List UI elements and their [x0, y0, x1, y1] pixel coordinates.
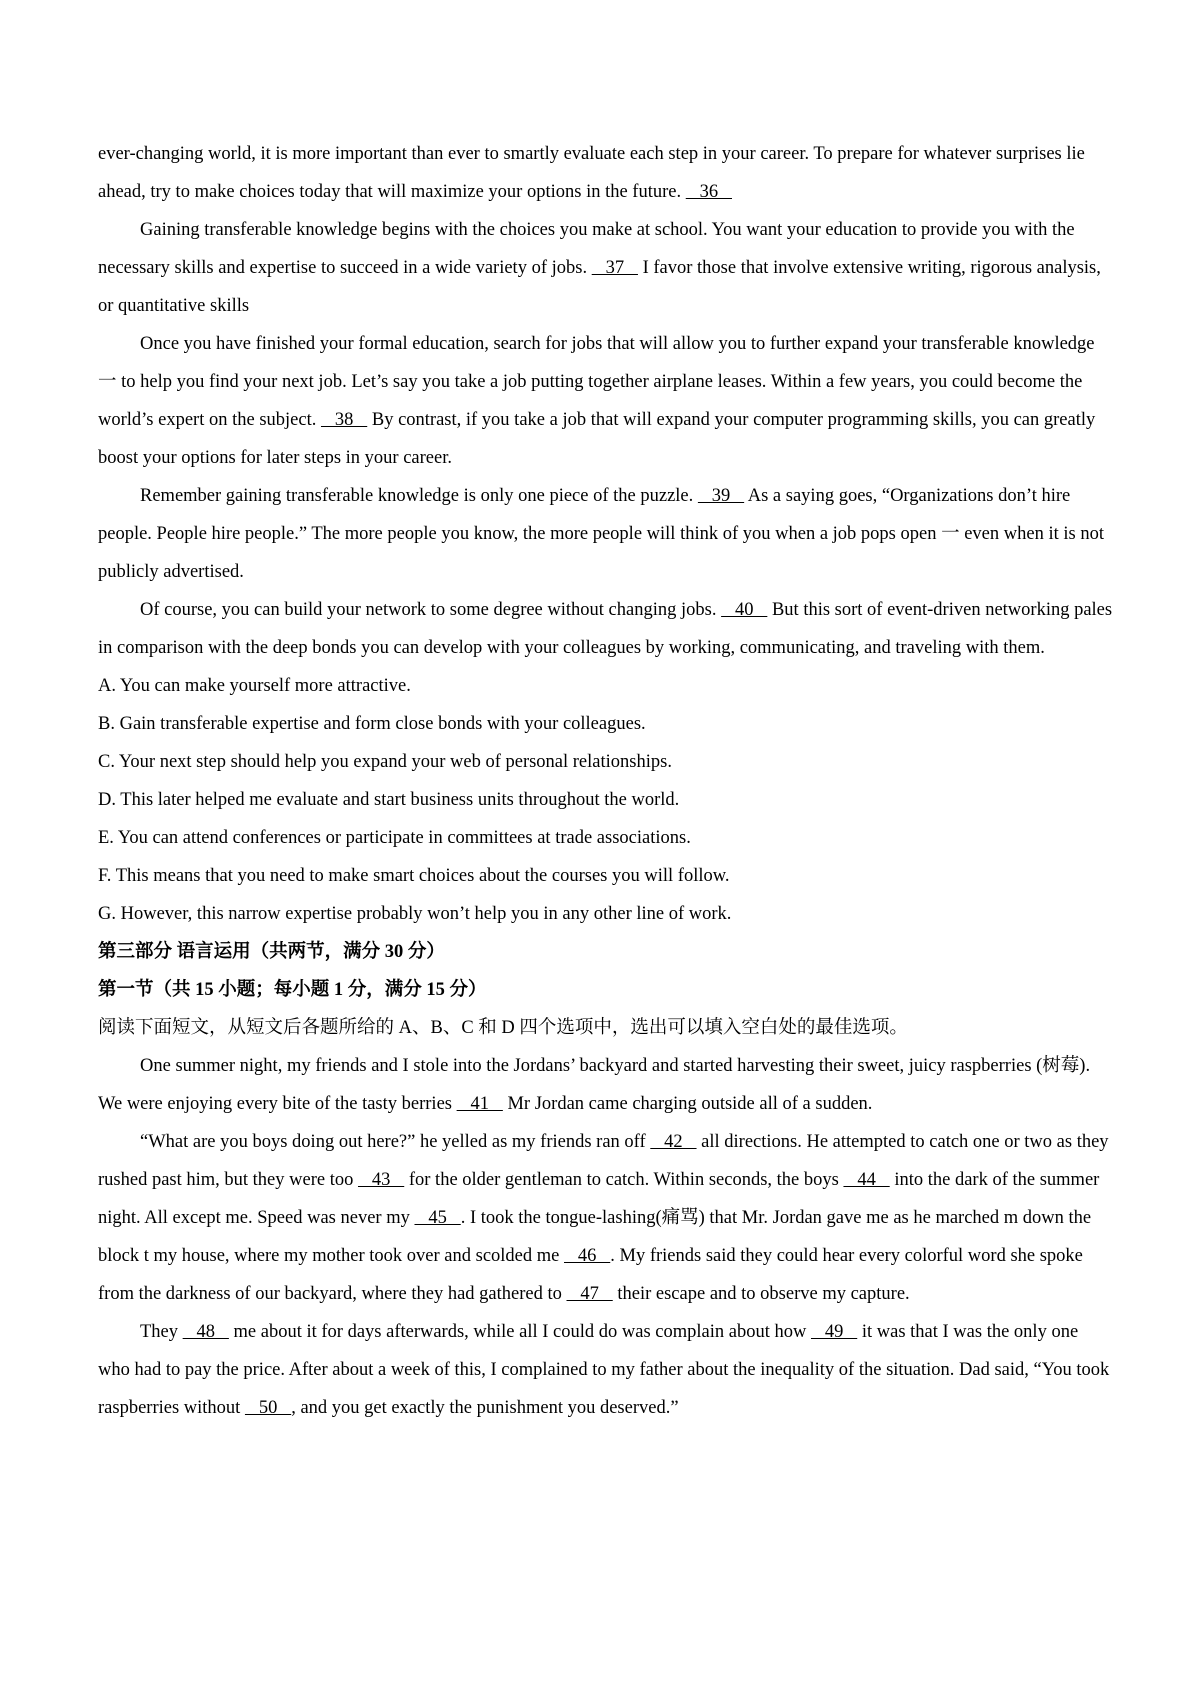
paragraph-text: for the older gentleman to catch. Within seconds, the boys: [404, 1170, 844, 1190]
answer-blank: 38: [320, 410, 368, 430]
answer-blank: 47: [566, 1284, 613, 1304]
paragraph-text: One summer night, my friends and I stole into the Jordans’ backyard and started harvesting their sweet, juicy raspberries (树莓). We were enjoying every bite of the tasty berries: [98, 1056, 1091, 1114]
passage1-paragraph-1: [98, 135, 1114, 211]
paragraph-text: As a saying goes, “Organizations don’t hire people. People hire people.” The more people you know, the more people will think of you when a job pops open 一 even when it is not publicly advertised.: [98, 486, 1104, 582]
passage2-paragraph-1: [98, 1047, 1114, 1123]
answer-blank: 48: [182, 1322, 229, 1342]
option-d: D. This later helped me evaluate and start business units throughout the world.: [98, 790, 680, 810]
option-f: F. This means that you need to make smart choices about the courses you will follow.: [98, 866, 730, 886]
answer-blank: 43: [357, 1170, 405, 1190]
paragraph-text: I favor those that involve extensive writing, rigorous analysis, or quantitative skills: [98, 258, 1101, 316]
paragraph-text: . My friends said they could hear every colorful word she spoke from the darkness of our backyard, where they had gathered to: [98, 1246, 1083, 1304]
answer-blank: 40: [721, 600, 768, 620]
passage1-paragraph-4: [98, 477, 1114, 591]
paragraph-text: They: [140, 1322, 183, 1342]
paragraph-text: Once you have finished your formal education, search for jobs that will allow you to further expand your transferable knowledge 一 to help you find your next job. Let’s say you take a job putting together airplane leases. Within a few years, you could become the world’s expert on the subject.: [98, 334, 1095, 430]
paragraph-text: Remember gaining transferable knowledge is only one piece of the puzzle.: [140, 486, 698, 506]
exam-page: [98, 135, 1114, 1427]
answer-blank: 50: [244, 1398, 292, 1418]
option-e: E. You can attend conferences or participate in committees at trade associations.: [98, 828, 691, 848]
option-a: A. You can make yourself more attractive.: [98, 676, 411, 696]
paragraph-text: me about it for days afterwards, while all I could do was complain about how: [228, 1322, 811, 1342]
paragraph-text: it was that I was the only one who had to pay the price. After about a week of this, I complained to my father about the inequality of the situation. Dad said, “You took raspberries without: [98, 1322, 1110, 1418]
passage1-paragraph-5: [98, 591, 1114, 667]
paragraph-text: Of course, you can build your network to some degree without changing jobs.: [140, 600, 722, 620]
passage2-paragraph-2: [98, 1123, 1114, 1313]
section-heading: 第三部分 语言运用（共两节，满分 30 分）: [98, 942, 445, 962]
paragraph-text: Mr Jordan came charging outside all of a sudden.: [502, 1094, 873, 1114]
answer-blank: 49: [810, 1322, 858, 1342]
paragraph-text: , and you get exactly the punishment you deserved.”: [291, 1398, 679, 1418]
answer-blank: 46: [564, 1246, 611, 1266]
paragraph-text: their escape and to observe my capture.: [612, 1284, 910, 1304]
paragraph-text: Gaining transferable knowledge begins with the choices you make at school. You want your education to provide you with the necessary skills and expertise to succeed in a wide variety of jobs.: [98, 220, 1075, 278]
answer-blank: 45: [414, 1208, 461, 1228]
section-instruction: 阅读下面短文，从短文后各题所给的 A、B、C 和 D 四个选项中，选出可以填入空白处的最佳选项。: [98, 1018, 908, 1038]
option-b: B. Gain transferable expertise and form close bonds with your colleagues.: [98, 714, 646, 734]
answer-blank: 41: [456, 1094, 503, 1114]
answer-blank: 36: [685, 182, 732, 202]
paragraph-text: all directions. He attempted to catch one or two as they rushed past him, but they were too: [98, 1132, 1109, 1190]
passage1-paragraph-3: [98, 325, 1114, 477]
option-c: C. Your next step should help you expand your web of personal relationships.: [98, 752, 672, 772]
answer-blank: 42: [650, 1132, 697, 1152]
subsection-heading: 第一节（共 15 小题；每小题 1 分，满分 15 分）: [98, 980, 487, 1000]
passage2-paragraph-3: [98, 1313, 1114, 1427]
paragraph-text: By contrast, if you take a job that will expand your computer programming skills, you can greatly boost your options for later steps in your career.: [98, 410, 1096, 468]
paragraph-text: ever-changing world, it is more important than ever to smartly evaluate each step in your career. To prepare for whatever surprises lie ahead, try to make choices today that will maximize your options in the future.: [98, 144, 1085, 202]
paragraph-text: into the dark of the summer night. All except me. Speed was never my: [98, 1170, 1100, 1228]
passage1-paragraph-2: [98, 211, 1114, 325]
answer-blank: 39: [697, 486, 745, 506]
paragraph-text: “What are you boys doing out here?” he yelled as my friends ran off: [140, 1132, 651, 1152]
option-g: G. However, this narrow expertise probably won’t help you in any other line of work.: [98, 904, 732, 924]
paragraph-text: . I took the tongue-lashing(痛骂) that Mr. Jordan gave me as he marched m down the block t my house, where my mother took over and scolded me: [98, 1208, 1092, 1266]
answer-blank: 37: [591, 258, 638, 278]
answer-blank: 44: [843, 1170, 890, 1190]
paragraph-text: But this sort of event-driven networking pales in comparison with the deep bonds you can develop with your colleagues by working, communicating, and traveling with them.: [98, 600, 1113, 658]
